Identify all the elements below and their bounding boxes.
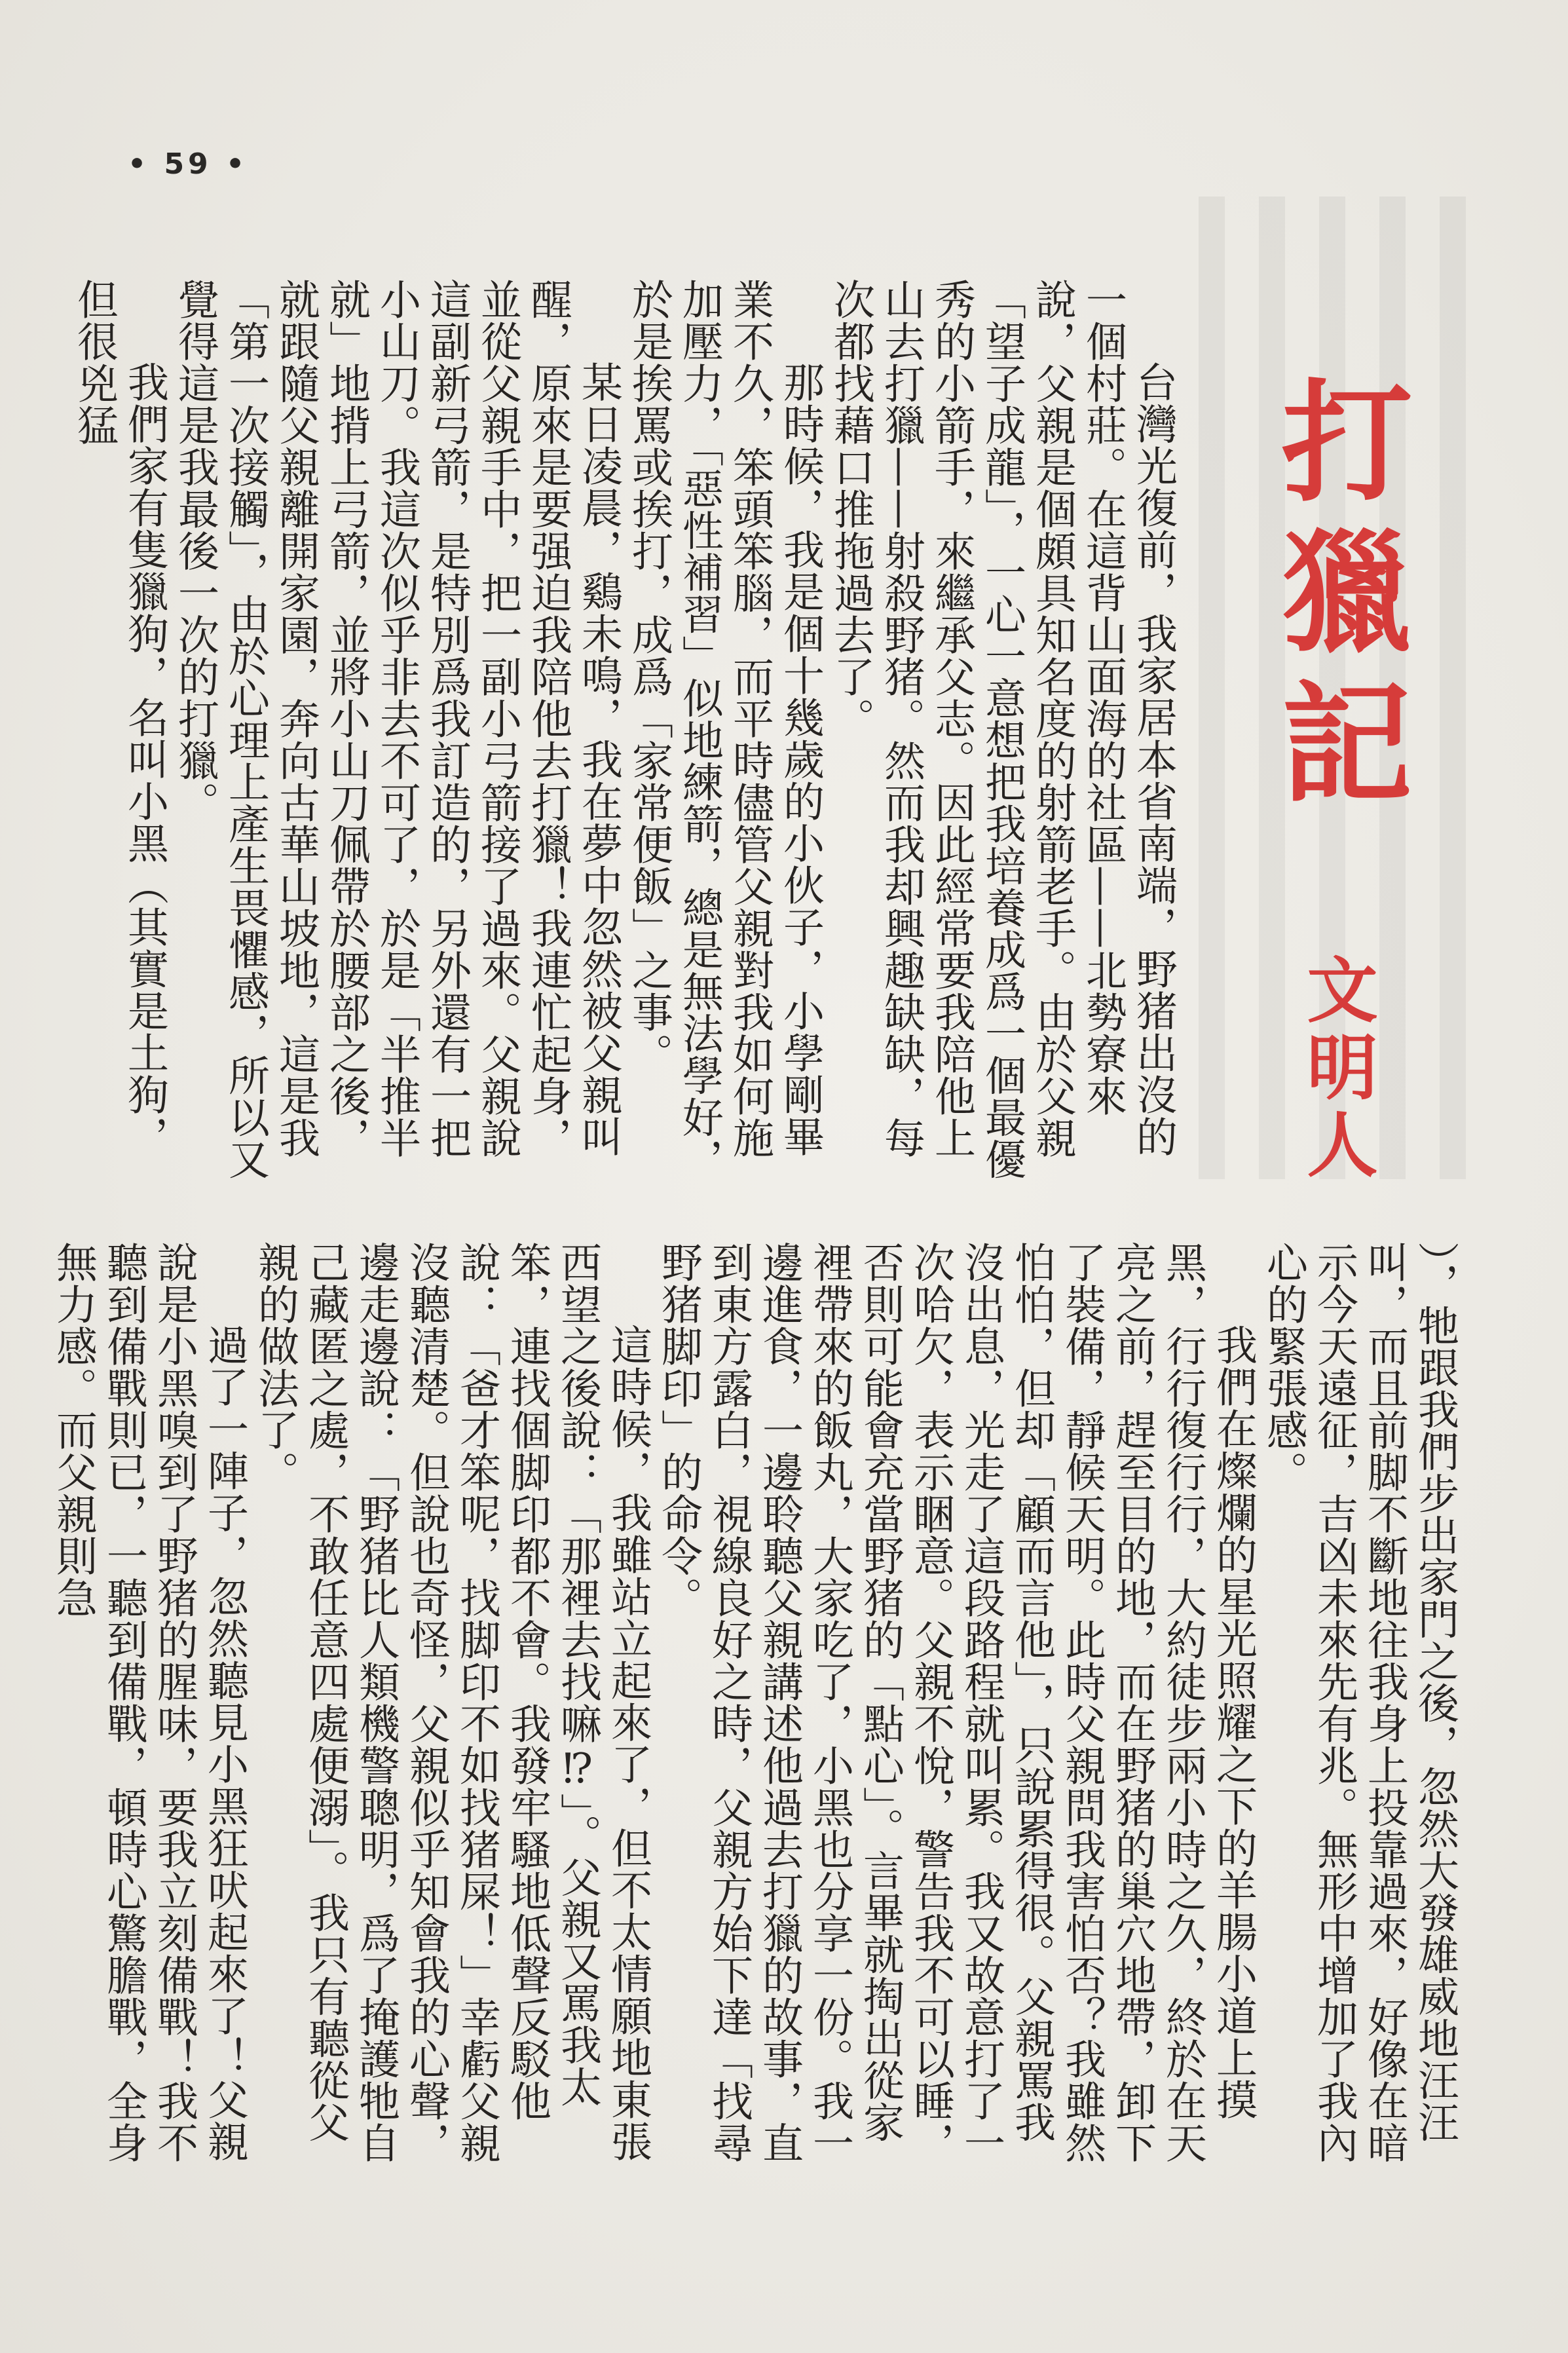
paragraph: 這時候，我雖站立起來了，但不太情願地東張西望之後說：「那裡去找嘛⁉」。父親又罵我太笨，連找個脚印都不會。我發牢騷地低聲反駁他說：「爸才笨呢，找脚印不如找猪屎！」幸虧父親沒聽清楚。但說也奇怪，父親似乎知會我的心聲，邊走邊說：「野猪比人類機警聰明，爲了掩護牠自己藏匿之處，不敢任意四處便溺」。我只有聽從父親的做法了。 (252, 1241, 652, 2164)
author-name: 文明人 (1295, 953, 1377, 1185)
paragraph: 過了一陣子，忽然聽見小黑狂吠起來了！父親說是小黑嗅到了野猪的腥味，要我立刻備戰！我不聽到備戰則已，一聽到備戰，頓時心驚膽戰，全身無力感。而父親則急 (50, 1241, 249, 2164)
paragraph: 台灣光復前，我家居本省南端，野猪出沒的一個村莊。在這背山面海的社區——北勢寮來說，父親是個頗具知名度的射箭老手。由於父親「望子成龍」，一心一意想把我培養成爲一個最優秀的小箭手，來繼承父志。因此經常要我陪他上山去打獵——射殺野猪。然而我却興趣缺缺，每次都找藉口推拖過去了。 (827, 278, 1178, 1180)
bottom-text-block (50, 1241, 1461, 2185)
article-title: 打獵記 (1260, 373, 1413, 825)
page-number: • 59 • (128, 147, 249, 181)
paragraph: 那時候，我是個十幾歲的小伙子，小學剛畢業不久，笨頭笨腦，而平時儘管父親對我如何施加壓力，「惡性補習」似地練箭，總是無法學好，於是挨罵或挨打，成爲「家常便飯」之事。 (625, 278, 825, 1180)
paragraph: 某日凌晨，鷄未鳴，我在夢中忽然被父親叫醒，原來是要强迫我陪他去打獵！我連忙起身，並從父親手中，把一副小弓箭接了過來。父親說這副新弓箭，是特別爲我訂造的，另外還有一把小山刀。我這次似乎非去不可了，於是「半推半就」地揹上弓箭，並將小山刀佩帶於腰部之後，就跟隨父親離開家園，奔向古華山坡地，這是我「第一次接觸」，由於心理上產生畏懼感，所以又覺得這是我最後一次的打獵。 (172, 278, 623, 1180)
paragraph: 我們家有隻獵狗，名叫小黑（其實是土狗，但很兇猛 (71, 278, 169, 1158)
paragraph: ），牠跟我們步出家門之後，忽然大發雄威地汪汪叫，而且前脚不斷地往我身上投靠過來，好像在暗示今天遠征，吉凶未來先有兆。無形中增加了我內心的緊張感。 (1260, 1241, 1459, 2164)
top-text-block (71, 278, 1179, 1195)
paragraph: 我們在燦爛的星光照耀之下的羊腸小道上摸黑，行行復行行，大約徒步兩小時之久，終於在天亮之前，趕至目的地，而在野猪的巢穴地帶，卸下了裝備，靜候天明。此時父親問我害怕否？我雖然怕怕，但却「顧而言他」，只說累得很。父親罵我沒出息，光走了這段路程就叫累。我又故意打了一次哈欠，表示睏意。父親不悅，警告我不可以睡，否則可能會充當野猪的「點心」。言畢就掏出從家裡帶來的飯丸，大家吃了，小黑也分享一份。我一邊進食，一邊聆聽父親講述他過去打獵的故事，直到東方露白，視線良好之時，父親方始下達「找尋野猪脚印」的命令。 (655, 1241, 1258, 2164)
